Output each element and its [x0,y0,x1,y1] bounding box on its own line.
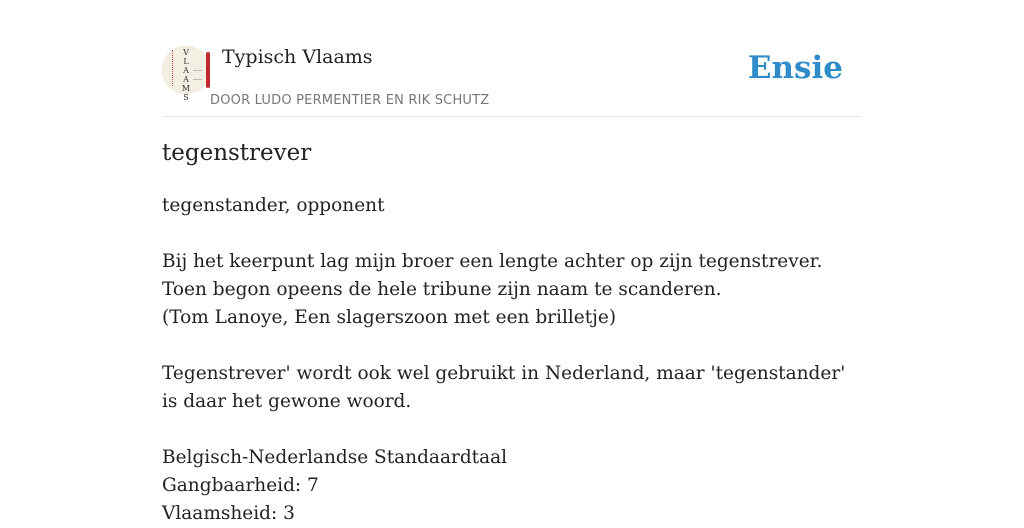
cover-dotted-mark [172,50,176,86]
entry-vlaamsheid: Vlaamsheid: 3 [162,503,295,524]
entry-word-title: tegenstrever [162,140,312,166]
cover-lettering: V L A A M S [181,48,191,102]
page-header [162,0,862,117]
entry-category: Belgisch-Nederlandse Standaardtaal [162,447,508,468]
spacer [162,416,862,444]
cover-red-stripe [206,52,210,88]
ensie-logo-link[interactable]: Ensie [747,50,843,86]
book-cover-avatar[interactable] [162,46,210,102]
entry-card [162,0,862,524]
entry-definition: tegenstander, opponent [162,195,385,216]
entry-example: Bij het keerpunt lag mijn broer een lengte achter op zijn tegenstrever. Toen begon opeens de hele tribune zijn naam te scanderen. [162,251,823,300]
entry-gangbaarheid: Gangbaarheid: 7 [162,475,319,496]
entry-note: Tegenstrever' wordt ook wel gebruikt in Nederland, maar 'tegenstander' is daar het gewone woord. [162,363,846,412]
cover-lines [193,70,202,80]
entry-example-source: (Tom Lanoye, Een slagerszoon met een brilletje) [162,307,617,328]
spacer [162,220,862,248]
authors-byline: DOOR LUDO PERMENTIER EN RIK SCHUTZ [210,93,490,108]
entry-body [162,192,862,528]
spacer [162,332,862,360]
site-title[interactable]: Typisch Vlaams [222,46,373,68]
